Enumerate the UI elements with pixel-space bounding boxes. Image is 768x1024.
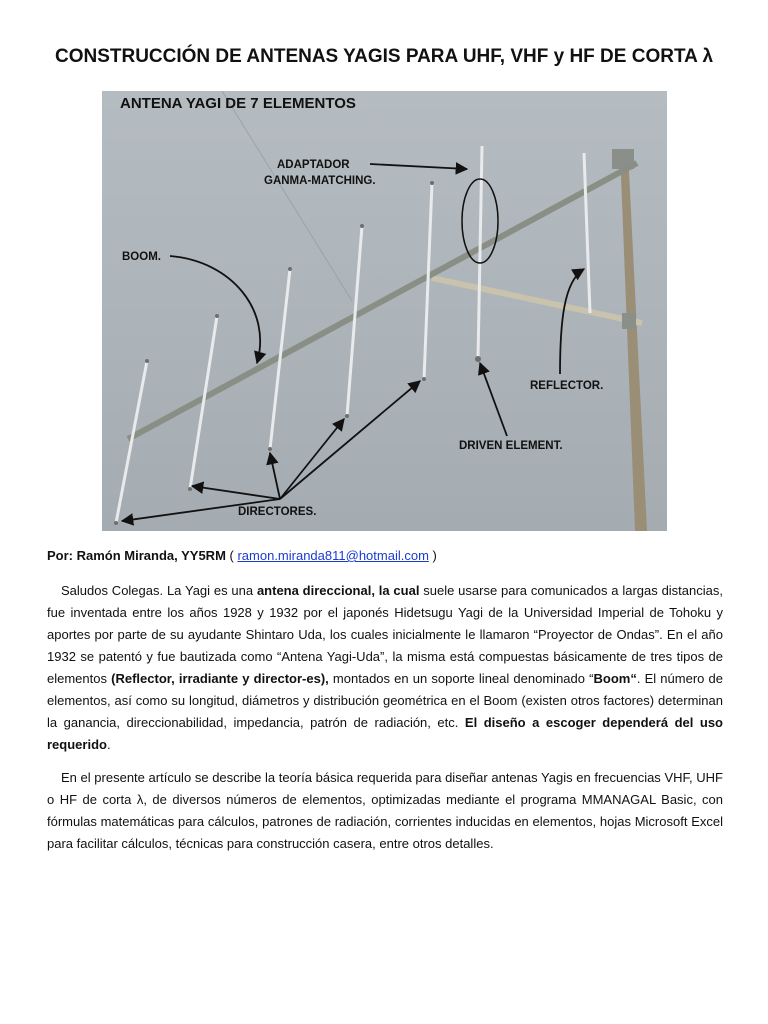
p1-text-5: . <box>106 737 111 752</box>
label-driven: DRIVEN ELEMENT. <box>459 440 563 452</box>
p1-text-3: montados en un soporte lineal denominado “ <box>328 671 594 686</box>
p1-text-2: suele usarse para comunicados a largas distancias, fue inventada entre los años 1928 y 1932 por el japonés Hidetsugu Yagi de la Universidad Imperial de Tohoku y aportes por parte de su ayudante Shintaro Uda, los cuales inicialmente le llamaron “Proyector de Ondas”. En el año 1932 se patentó y fue bautizada como “Antena Yagi-Uda”, la misma está compuestas básicamente de tres tipos de elementos <box>47 583 723 686</box>
author-name: Por: Ramón Miranda, YY5RM <box>47 548 226 563</box>
author-byline <box>47 548 437 563</box>
antenna-photo <box>102 91 667 531</box>
document-title: CONSTRUCCIÓN DE ANTENAS YAGIS PARA UHF, VHF y HF DE CORTA λ <box>54 46 714 67</box>
p1-bold-1: antena direccional, la cual <box>256 583 420 598</box>
figure-heading: ANTENA YAGI DE 7 ELEMENTOS <box>120 95 356 112</box>
intro-paragraph <box>47 580 723 756</box>
p1-text-1: Saludos Colegas. La Yagi es una <box>61 583 257 598</box>
byline-open-paren: ( <box>225 548 238 563</box>
p1-bold-4: El diseño a escoger dependerá del uso requerido <box>47 715 723 752</box>
p1-bold-3: Boom“ <box>593 671 637 686</box>
scope-paragraph <box>47 767 723 855</box>
label-reflector: REFLECTOR. <box>530 380 604 392</box>
label-boom: BOOM. <box>122 251 161 263</box>
antenna-figure <box>102 91 667 531</box>
p1-text-4: . El número de elementos, así como su longitud, diámetros y distribución geométrica en el Boom (existen otros factores) determinan la ganancia, direccionabilidad, impedancia, patrón de radiación, etc. <box>47 671 723 730</box>
author-email-link[interactable]: ramon.miranda811@hotmail.com <box>237 548 429 563</box>
p2-text: En el presente artículo se describe la teoría básica requerida para diseñar antenas Yagis en frecuencias VHF, UHF o HF de corta λ, de diversos números de elementos, optimizadas mediante el programa MMANAGAL Basic, con fórmulas matemáticas para cálculos, patrones de radiación, corrientes inducidas en elementos, hojas Microsoft Excel para facilitar cálculos, técnicas para construcción casera, entre otros detalles. <box>47 770 723 851</box>
p1-bold-2: (Reflector, irradiante y director-es), <box>111 671 329 686</box>
label-adapter-2: GANMA-MATCHING. <box>264 175 376 187</box>
arm-clamp <box>622 313 636 329</box>
label-adapter-1: ADAPTADOR <box>277 159 350 171</box>
byline-close-paren: ) <box>428 548 437 563</box>
label-directors: DIRECTORES. <box>238 506 317 518</box>
